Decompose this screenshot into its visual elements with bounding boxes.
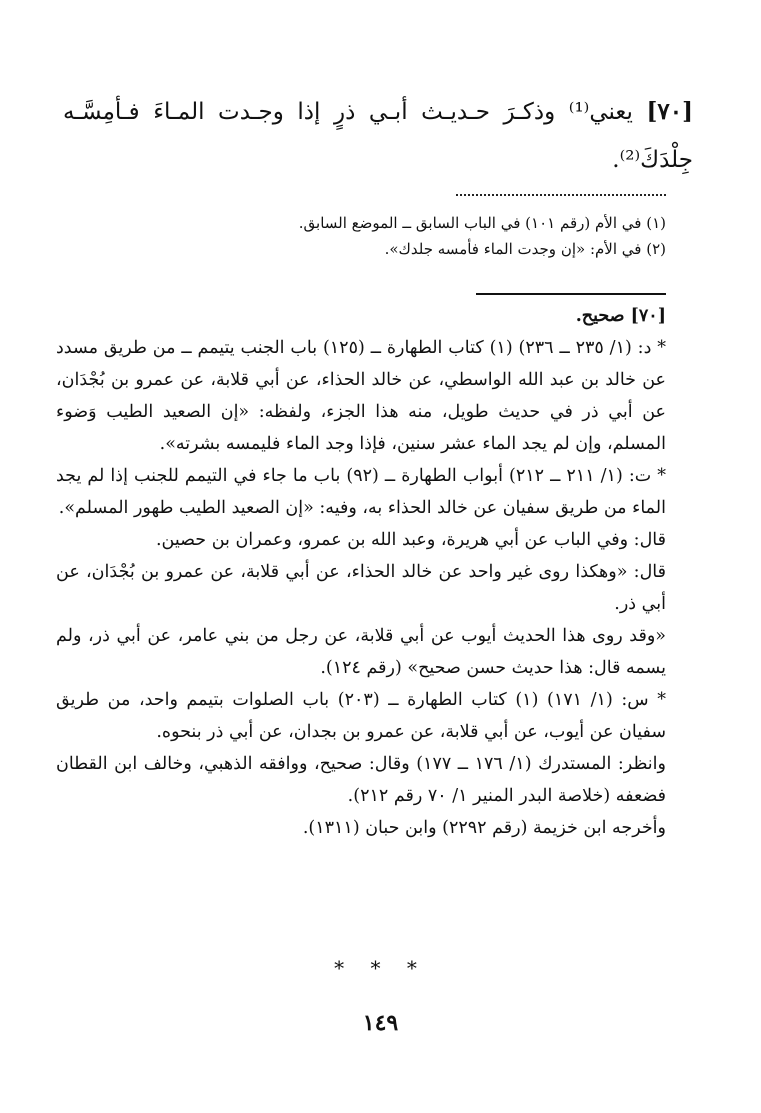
takhrij-paragraph: قال: وفي الباب عن أبي هريرة، وعبد الله بن عمرو، وعمران بن حصين. <box>155 530 666 550</box>
takhrij-section <box>56 300 666 844</box>
takhrij-paragraph: «وقد روى هذا الحديث أيوب عن أبي قلابة، عن رجل من بني عامر، عن أبي ذر، ولم يسمه قال: هذا حديث حسن صحيح» (رقم ١٢٤). <box>56 626 666 678</box>
footnotes <box>66 210 666 262</box>
takhrij-paragraph: وأخرجه ابن خزيمة (رقم ٢٢٩٢) وابن حبان (١٣١١). <box>302 818 666 838</box>
takhrij-paragraph: * ت: (١/ ٢١١ ــ ٢١٢) أبواب الطهارة ــ (٩٢) باب ما جاء في التيمم للجنب إذا لم يجد الماء من طريق سفيان عن خالد الحذاء به، وفيه: «إن الصعيد الطيب طهور المسلم». <box>56 466 666 518</box>
hadith-text: يعني⁽¹⁾ وذكـرَ حـديـث أبـي ذرٍ إذا وجـدت المـاءَ فـأمِسَّـه جِلْدَكَ⁽²⁾. <box>63 99 693 173</box>
section-divider <box>476 293 666 295</box>
takhrij-paragraph: قال: «وهكذا روى غير واحد عن خالد الحذاء، عن أبي قلابة، عن عمرو بن بُجْدَان، عن أبي ذر. <box>56 562 666 614</box>
takhrij-heading: [٧٠] صحيح. <box>575 306 666 326</box>
footnote-2: (٢) في الأم: «إن وجدت الماء فأمسه جلدك». <box>384 240 666 258</box>
footnote-1: (١) في الأم (رقم ١٠١) في الباب السابق ــ الموضع السابق. <box>298 214 666 232</box>
takhrij-paragraph: * س: (١/ ١٧١) (١) كتاب الطهارة ــ (٢٠٣) باب الصلوات بتيمم واحد، من طريق سفيان عن أيوب، عن أبي قلابة، عن عمرو بن بجدان، عن أبي ذر بنحوه. <box>56 690 667 742</box>
takhrij-paragraph: * د: (١/ ٢٣٥ ــ ٢٣٦) (١) كتاب الطهارة ــ (١٢٥) باب الجنب يتيمم ــ من طريق مسدد عن خالد بن عبد الله الواسطي، عن خالد الحذاء، عن أبي قلابة، عن عمرو بن بُجْدَان، عن أبي ذر في حديث طويل، منه هذا الجزء، ولفظه: «إن الصعيد الطيب وَضوء المسلم، وإن لم يجد الماء عشر سنين، فإذا وجد الماء فليمسه بشرته». <box>56 338 666 454</box>
hadith-number: [٧٠] <box>646 98 694 125</box>
takhrij-paragraph: وانظر: المستدرك (١/ ١٧٦ ــ ١٧٧) وقال: صحيح، ووافقه الذهبي، وخالف ابن القطان فضعفه (خلاصة البدر المنير ١/ ٧٠ رقم ٢١٢). <box>56 754 666 806</box>
footnote-separator <box>456 182 666 196</box>
hadith-text-block <box>63 88 693 184</box>
page-number: ١٤٩ <box>362 1010 399 1036</box>
section-end-stars: * * * <box>334 956 427 980</box>
